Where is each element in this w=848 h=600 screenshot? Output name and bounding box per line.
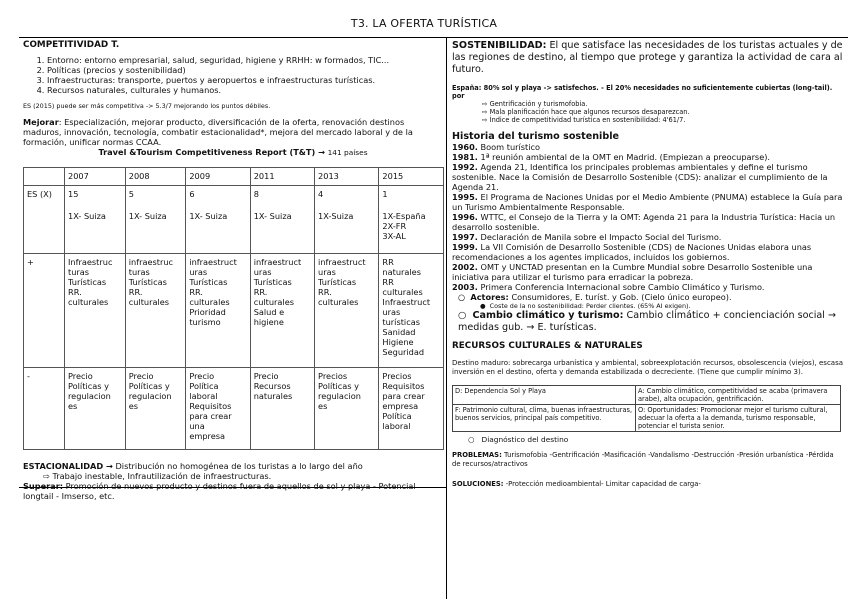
- mejorar-paragraph: [23, 117, 443, 147]
- list-item: [452, 232, 844, 242]
- actores-text: Consumidores, E. turíst. y Gob. (Cielo único europeo).: [511, 292, 732, 302]
- estacionalidad-label: ESTACIONALIDAD →: [23, 461, 113, 471]
- history-title: Historia del turismo sostenible: [452, 131, 620, 142]
- soluciones-label: SOLUCIONES:: [452, 480, 504, 488]
- problemas-paragraph: [452, 451, 844, 469]
- leader-value: 1X- Suiza: [68, 211, 106, 221]
- table-cell: infraestruct uras Turísticas RR. culturales: [315, 254, 379, 368]
- leader-value: 1X- Suiza: [189, 211, 228, 221]
- history-text: Primera Conferencia Internacional sobre Cambio Climático y Turismo.: [480, 282, 765, 292]
- superar-paragraph: [23, 481, 443, 501]
- actores-label: Actores:: [470, 292, 509, 302]
- table-cell: infraestruc turas Turísticas RR. culturales: [125, 254, 186, 368]
- leader-value: 1X-Suiza: [318, 211, 354, 221]
- rank-value: 4: [318, 189, 324, 199]
- mejorar-label: Mejorar: [23, 117, 59, 127]
- estacionalidad-paragraph: [23, 461, 443, 471]
- sostenibilidad-label: SOSTENIBILIDAD:: [452, 40, 547, 51]
- list-item: [452, 282, 844, 292]
- list-item: [452, 162, 844, 192]
- list-item: 2. Políticas (precios y sostenibilidad): [47, 65, 443, 75]
- history-list: [452, 142, 844, 292]
- cambio-line: ○ Cambio climático y turismo: Cambio climático + concienciación social → medidas gub. → E. turísticas.: [458, 310, 837, 333]
- list-item: 1. Entorno: entorno empresarial, salud, seguridad, higiene y RRHH: w formados, TIC...: [47, 55, 443, 65]
- column-divider: [446, 37, 447, 599]
- rank-value: 1: [382, 189, 388, 199]
- history-text: Agenda 21, Identifica los principales problemas ambientales y define el turismo sostenible. Nace la Comisión de Desarrollo Sostenible (CDS): analizar el cumplimiento de la Agenda 21.: [452, 162, 828, 192]
- history-year: 1981.: [452, 152, 478, 162]
- soluciones-paragraph: [452, 480, 844, 488]
- leader-value: 1X- Suiza: [128, 211, 167, 221]
- recursos-title: RECURSOS CULTURALES & NATURALES: [452, 341, 643, 351]
- history-year: 1999.: [452, 242, 478, 252]
- table-cell: Precios Políticas y regulacion es: [315, 368, 379, 450]
- estacionalidad-text: Distribución no homogénea de los turistas a lo largo del año: [115, 461, 363, 471]
- history-year: 1997.: [452, 232, 478, 242]
- history-year: 2003.: [452, 282, 478, 292]
- dafo-oportunidades: O: Oportunidades: Promocionar mejor el turismo cultural, adecuar la oferta a la demanda, turismo responsable, potenciar el turista senior.: [636, 405, 841, 432]
- table-cell: [315, 186, 379, 254]
- history-year: 1960.: [452, 142, 478, 152]
- dafo-debilidades: D: Dependencia Sol y Playa: [453, 386, 636, 405]
- superar-label: Superar:: [23, 481, 64, 491]
- history-text: La VII Comisión de Desarrollo Sostenible (CDS) de Naciones Unidas elabora unas recomendaciones a los agentes implicados, incluidos los gobiernos.: [452, 242, 812, 262]
- table-header-cell: 2008: [125, 168, 186, 186]
- history-year: 1996.: [452, 212, 478, 222]
- rank-value: 5: [128, 189, 134, 199]
- row-label-plus: +: [24, 254, 65, 368]
- list-item: [452, 262, 844, 282]
- list-item: ⇨ Índice de competitividad turística en sostenibilidad: 4'61/7.: [482, 116, 686, 124]
- list-item: 4. Recursos naturales, culturales y humanos.: [47, 85, 443, 95]
- es-note: ES (2015) puede ser más competitiva -> 5.3/7 mejorando los puntos débiles.: [23, 102, 271, 110]
- problemas-text: Turismofobia -Gentrificación -Masificación -Vandalismo -Destrucción -Presión urbanística -Pérdida de recursos/atractivos: [452, 451, 834, 468]
- diagnostico-line: ○ Diagnóstico del destino: [468, 435, 569, 444]
- table-cell: Precio Políticas y regulacion es: [125, 368, 186, 450]
- list-item: [452, 142, 844, 152]
- table-header-row: [24, 168, 444, 186]
- list-item: [452, 212, 844, 232]
- left-column: [23, 40, 443, 501]
- table-header-cell: 2013: [315, 168, 379, 186]
- cambio-label: Cambio climático y turismo:: [472, 310, 624, 321]
- dafo-table: [452, 385, 841, 432]
- table-cell: Precios Requisitos para crear empresa Política laboral: [379, 368, 444, 450]
- spain-note: España: 80% sol y playa -> satisfechos. - El 20% necesidades no suficientemente cubiertas (long-tail). por: [452, 84, 833, 100]
- table-header-cell: 2011: [250, 168, 314, 186]
- table-header-cell: 2015: [379, 168, 444, 186]
- right-column: [452, 40, 844, 488]
- table-cell: Infraestruc turas Turísticas RR. culturales: [65, 254, 126, 368]
- recursos-text: Destino maduro: sobrecarga urbanística y ambiental, sobreexplotación recursos, obsolescencia (viejos), escasa inversión en el destino, oferta y demanda estabilizada o decreciente. (Tiene que cumplir mínimo 3).: [452, 359, 844, 376]
- row-label-minus: -: [24, 368, 65, 450]
- history-text: OMT y UNCTAD presentan en la Cumbre Mundial sobre Desarrollo Sostenible una iniciativa para utilizar el turismo para erradicar la pobreza.: [452, 262, 813, 282]
- report-line: [23, 147, 443, 157]
- table-row: [24, 186, 444, 254]
- table-header-cell: 2009: [186, 168, 250, 186]
- report-title: Travel &Tourism Competitiveness Report (T&T) →: [98, 147, 325, 157]
- table-cell: Precio Recursos naturales: [250, 368, 314, 450]
- history-text: WTTC, el Consejo de la Tierra y la OMT: Agenda 21 para la Industria Turística: Hacia un desarrollo sostenible.: [452, 212, 836, 232]
- history-text: Declaración de Manila sobre el Impacto Social del Turismo.: [480, 232, 722, 242]
- history-text: El Programa de Naciones Unidas por el Medio Ambiente (PNUMA) establece la Guía para un Turismo Ambientalmente Responsable.: [452, 192, 843, 212]
- problemas-label: PROBLEMAS:: [452, 451, 502, 459]
- list-item: [452, 242, 844, 262]
- actores-line: ○ Actores: Consumidores, E. turíst. y Gob. (Cielo único europeo).: [458, 292, 732, 302]
- table-row: [24, 254, 444, 368]
- mejorar-text: : Especialización, mejorar producto, diversificación de la oferta, renovación destinos maduros, innovación, tecnología, combatir estacionalidad*, mejora del mercado laboral y de la formación, unificar normas CCAA.: [23, 117, 413, 147]
- history-year: 1995.: [452, 192, 478, 202]
- history-text: 1ª reunión ambiental de la OMT en Madrid. (Empiezan a preocuparse).: [480, 152, 771, 162]
- table-cell: [250, 186, 314, 254]
- list-item: 3. Infraestructuras: transporte, puertos y aeropuertos e infraestructuras turísticas.: [47, 75, 443, 85]
- soluciones-text: -Protección medioambiental- Limitar capacidad de carga-: [505, 480, 701, 488]
- table-cell: infraestruct uras Turísticas RR. culturales Prioridad turismo: [186, 254, 250, 368]
- list-item: [452, 152, 844, 162]
- history-year: 1992.: [452, 162, 478, 172]
- history-year: 2002.: [452, 262, 478, 272]
- table-cell: [186, 186, 250, 254]
- table-cell: infraestruct uras Turísticas RR. culturales Salud e higiene: [250, 254, 314, 368]
- competitividad-heading: COMPETITIVIDAD T.: [23, 40, 120, 50]
- dafo-fortalezas: F: Patrimonio cultural, clima, buenas infraestructuras, buenos servicios, principal país competitivo.: [453, 405, 636, 432]
- row-label-es: ES (X): [24, 186, 65, 254]
- table-cell: [379, 186, 444, 254]
- superar-text: Promoción de nuevos producto y destinos fuera de aquellos de sol y playa - Potencial longtail - Imserso, etc.: [23, 481, 416, 501]
- list-item: ⇨ Mala planificación hace que algunos recursos desaparezcan.: [482, 108, 690, 116]
- leader-value: 1X-España 2X-FR 3X-AL: [382, 211, 426, 241]
- list-item: ⇨ Gentrificación y turismofobia.: [482, 100, 588, 108]
- rank-value: 15: [68, 189, 79, 199]
- table-header-cell: 2007: [65, 168, 126, 186]
- actores-sub: ● Coste de la no sostenibilidad: Perder clientes. (65% AI exigen).: [480, 302, 691, 310]
- page-title: T3. LA OFERTA TURÍSTICA: [350, 17, 498, 30]
- list-item: [452, 192, 844, 212]
- rank-value: 8: [253, 189, 259, 199]
- leader-value: 1X- Suiza: [253, 211, 292, 221]
- dafo-amenazas: A: Cambio climático, competitividad se acaba (primavera arabe), alta ocupación, gentrificación.: [636, 386, 841, 405]
- table-row: [24, 368, 444, 450]
- history-text: Boom turístico: [480, 142, 541, 152]
- report-count: 141 países: [327, 148, 368, 157]
- cambio-text: Cambio climático + concienciación social → medidas gub. → E. turísticas.: [458, 310, 837, 333]
- table-cell: RR naturales RR culturales Infraestruct uras turísticas Sanidad Higiene Seguridad: [379, 254, 444, 368]
- table-cell: [65, 186, 126, 254]
- sostenibilidad-paragraph: [452, 40, 844, 76]
- table-row: [453, 405, 841, 432]
- table-cell: [125, 186, 186, 254]
- table-cell: Precio Política laboral Requisitos para crear una empresa: [186, 368, 250, 450]
- estacionalidad-sub: ⇨ Trabajo inestable, Infrautilización de infraestructuras.: [43, 471, 272, 481]
- table-cell: [24, 168, 65, 186]
- diagnostico-text: Diagnóstico del destino: [481, 435, 569, 444]
- factors-list: [23, 55, 443, 95]
- table-cell: Precio Políticas y regulacion es: [65, 368, 126, 450]
- rank-value: 6: [189, 189, 195, 199]
- sostenibilidad-text: El que satisface las necesidades de los turistas actuales y de las regiones de destino, al tiempo que protege y garantiza la actividad de cara al futuro.: [452, 40, 843, 75]
- table-row: [453, 386, 841, 405]
- competitiveness-table: [23, 167, 444, 450]
- actores-sub-text: Coste de la no sostenibilidad: Perder clientes. (65% AI exigen).: [489, 302, 691, 310]
